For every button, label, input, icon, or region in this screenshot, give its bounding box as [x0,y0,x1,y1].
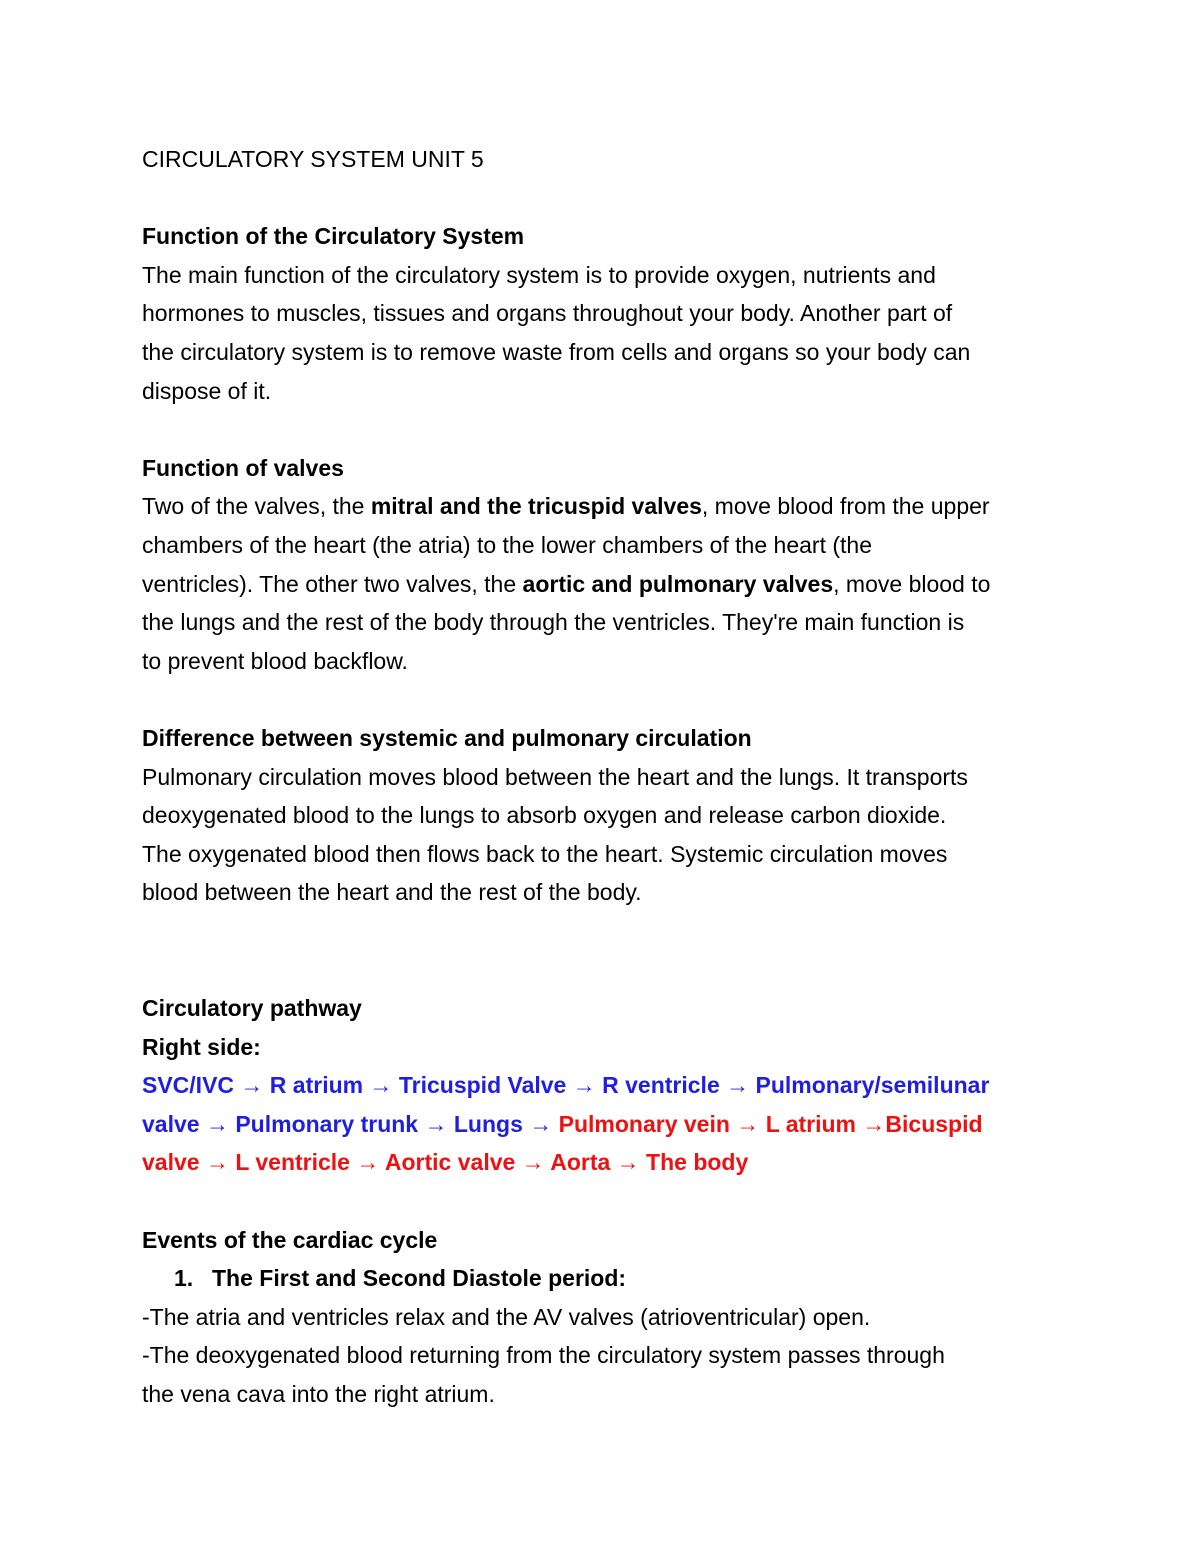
valves-text-part: , move blood to [833,570,991,597]
pathway-line-red: valve → L ventricle → Aortic valve → Aorta → The body [142,1149,749,1176]
valves-text-line: chambers of the heart (the atria) to the lower chambers of the heart (the [142,531,872,558]
valves-text-line: the lungs and the rest of the body through the ventricles. They're main function is [142,609,965,636]
valves-text-line [142,487,1072,526]
pathway-line-blue: SVC/IVC → R atrium → Tricuspid Valve → R ventricle → Pulmonary/semilunar [142,1072,990,1099]
cardiac-text-line: -The deoxygenated blood returning from the circulatory system passes through [142,1342,945,1369]
spacer [142,912,1072,951]
spacer [142,179,1072,218]
function-text-line: hormones to muscles, tissues and organs throughout your body. Another part of [142,300,953,327]
spacer [142,950,1072,989]
document-title: CIRCULATORY SYSTEM UNIT 5 [142,146,484,172]
document-page [142,140,1072,1414]
cardiac-text-line: -The atria and ventricles relax and the AV valves (atrioventricular) open. [142,1303,871,1330]
difference-text-line: blood between the heart and the rest of the body. [142,879,642,906]
valves-text-part: , move blood from the upper [701,493,990,520]
valves-heading: Function of valves [142,454,344,481]
function-text-line: The main function of the circulatory system is to provide oxygen, nutrients and [142,261,936,288]
spacer [142,410,1072,449]
function-text-line: dispose of it. [142,377,272,404]
function-heading: Function of the Circulatory System [142,223,525,250]
pathway-blue-part: valve → Pulmonary trunk → Lungs → [142,1110,559,1137]
cardiac-text-line: the vena cava into the right atrium. [142,1381,495,1407]
pathway-heading: Circulatory pathway [142,995,362,1022]
list-item-label: The First and Second Diastole period: [212,1265,627,1292]
difference-text-line: deoxygenated blood to the lungs to absorb oxygen and release carbon dioxide. [142,802,947,829]
function-text-line: the circulatory system is to remove waste from cells and organs so your body can [142,338,971,365]
pathway-subheading: Right side: [142,1033,261,1060]
cardiac-list-item [142,1259,1072,1298]
pathway-red-part: Pulmonary vein → L atrium →Bicuspid [558,1110,983,1137]
difference-heading: Difference between systemic and pulmonary circulation [142,724,752,751]
list-number: 1. [174,1265,194,1292]
valves-text-part: ventricles). The other two valves, the [142,570,523,597]
pathway-line-mixed [142,1105,1072,1144]
difference-text-line: Pulmonary circulation moves blood between the heart and the lungs. It transports [142,763,968,790]
valves-bold-term: aortic and pulmonary valves [522,570,834,597]
spacer [142,680,1072,719]
spacer [142,1182,1072,1221]
cardiac-heading: Events of the cardiac cycle [142,1226,438,1253]
difference-text-line: The oxygenated blood then flows back to the heart. Systemic circulation moves [142,840,948,867]
valves-text-line: to prevent blood backflow. [142,647,408,674]
valves-text-part: Two of the valves, the [142,493,371,520]
valves-text-line [142,565,1072,604]
valves-bold-term: mitral and the tricuspid valves [370,493,702,520]
